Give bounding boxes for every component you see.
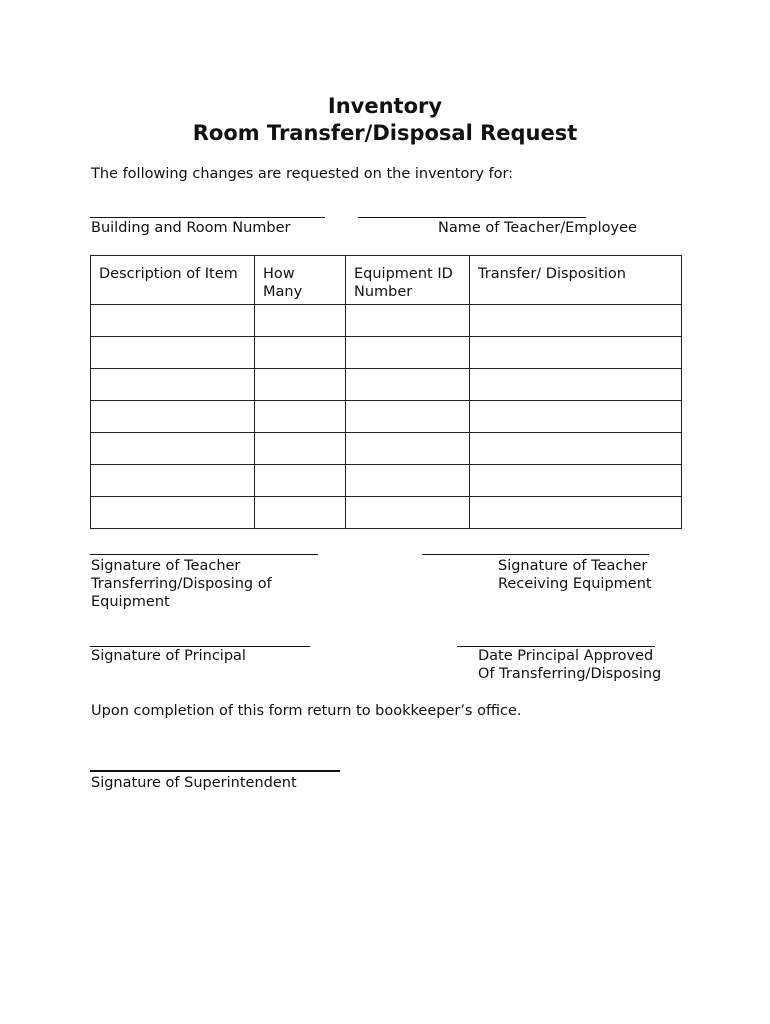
- table-cell[interactable]: [255, 401, 346, 433]
- building-room-label: Building and Room Number: [91, 220, 291, 236]
- column-header-equipment-id: Equipment ID Number: [346, 256, 470, 305]
- table-cell[interactable]: [470, 337, 682, 369]
- table-cell[interactable]: [346, 305, 470, 337]
- date-principal-approved-label-2: Of Transferring/Disposing: [478, 666, 662, 682]
- table-cell[interactable]: [255, 337, 346, 369]
- table-row: [91, 337, 682, 369]
- table-row: [91, 433, 682, 465]
- table-cell[interactable]: [470, 465, 682, 497]
- teacher-employee-line[interactable]: [358, 217, 586, 218]
- table-cell[interactable]: [255, 465, 346, 497]
- page-title: Inventory: [327, 94, 443, 118]
- table-row: [91, 401, 682, 433]
- table-cell[interactable]: [470, 497, 682, 529]
- table-cell[interactable]: [91, 465, 255, 497]
- column-header-description: Description of Item: [91, 256, 255, 305]
- signature-teacher-transferring-line[interactable]: [90, 554, 318, 555]
- building-room-line[interactable]: [90, 217, 325, 218]
- signature-teacher-transferring-label-1: Signature of Teacher: [91, 558, 241, 574]
- inventory-table: [90, 255, 682, 529]
- table-cell[interactable]: [91, 401, 255, 433]
- page-subtitle: Room Transfer/Disposal Request: [192, 121, 578, 145]
- table-cell[interactable]: [255, 369, 346, 401]
- table-cell[interactable]: [470, 305, 682, 337]
- table-cell[interactable]: [346, 433, 470, 465]
- table-cell[interactable]: [470, 401, 682, 433]
- table-cell[interactable]: [255, 433, 346, 465]
- table-row: [91, 465, 682, 497]
- signature-teacher-transferring-label-2: Transferring/Disposing of: [91, 576, 272, 592]
- signature-teacher-receiving-label-1: Signature of Teacher: [498, 558, 648, 574]
- signature-superintendent-line[interactable]: [90, 770, 340, 772]
- table-cell[interactable]: [91, 305, 255, 337]
- signature-principal-label: Signature of Principal: [91, 648, 246, 664]
- completion-note: Upon completion of this form return to bookkeeper’s office.: [91, 703, 522, 719]
- table-cell[interactable]: [346, 401, 470, 433]
- table-cell[interactable]: [470, 433, 682, 465]
- table-cell[interactable]: [91, 497, 255, 529]
- table-cell[interactable]: [346, 369, 470, 401]
- table-cell[interactable]: [255, 497, 346, 529]
- table-cell[interactable]: [91, 337, 255, 369]
- signature-teacher-receiving-label-2: Receiving Equipment: [498, 576, 652, 592]
- table-cell[interactable]: [255, 305, 346, 337]
- table-row: [91, 369, 682, 401]
- signature-teacher-transferring-label-3: Equipment: [91, 594, 170, 610]
- signature-superintendent-label: Signature of Superintendent: [91, 775, 297, 791]
- table-cell[interactable]: [346, 497, 470, 529]
- column-header-how-many: How Many: [255, 256, 346, 305]
- table-cell[interactable]: [91, 433, 255, 465]
- table-cell[interactable]: [91, 369, 255, 401]
- table-header-row: [91, 256, 682, 305]
- table-row: [91, 497, 682, 529]
- intro-text: The following changes are requested on the inventory for:: [91, 166, 514, 182]
- table-cell[interactable]: [346, 465, 470, 497]
- table-cell[interactable]: [470, 369, 682, 401]
- column-header-transfer-disposition: Transfer/ Disposition: [470, 256, 682, 305]
- teacher-employee-label: Name of Teacher/Employee: [438, 220, 637, 236]
- date-principal-approved-label-1: Date Principal Approved: [478, 648, 654, 664]
- signature-teacher-receiving-line[interactable]: [422, 554, 649, 555]
- table-row: [91, 305, 682, 337]
- table-cell[interactable]: [346, 337, 470, 369]
